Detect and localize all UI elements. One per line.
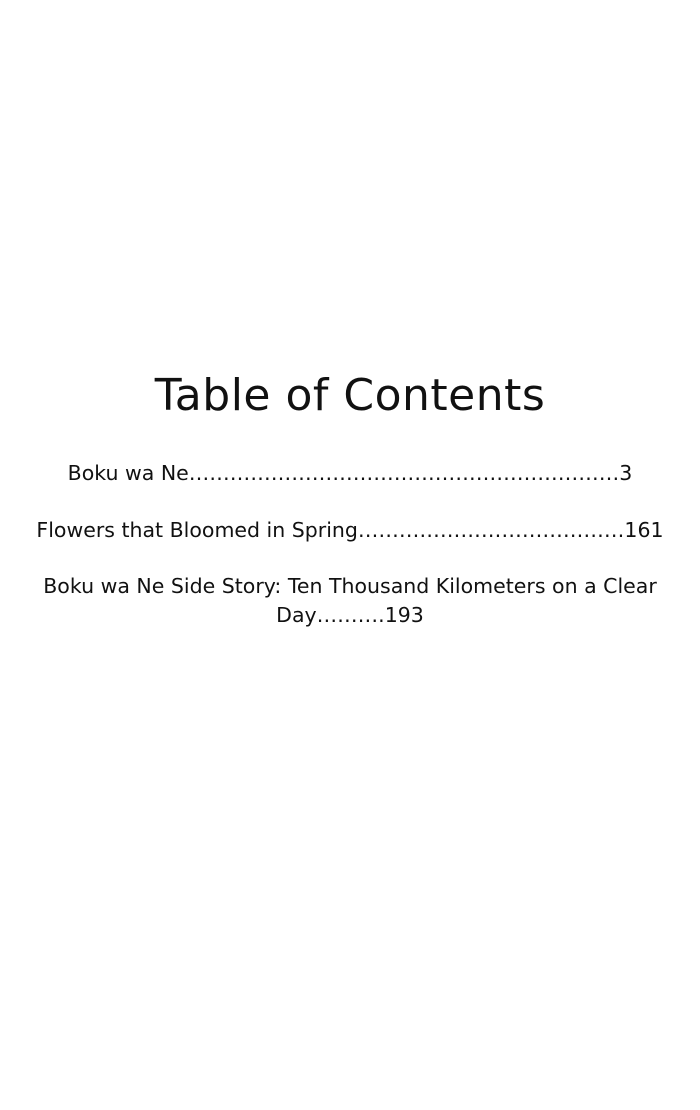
toc-entry-title: Flowers that Bloomed in Spring [36, 518, 358, 542]
toc-entry [0, 459, 700, 488]
toc-entry-line-2 [0, 601, 700, 630]
toc-entry-leader: ………. [316, 603, 385, 627]
toc-entry-title: Boku wa Ne Side Story: Ten Thousand Kilometers on a Clear [43, 574, 657, 598]
toc-entry-leader: ………………………………… [357, 518, 625, 542]
toc-entry-page: 161 [624, 518, 664, 542]
toc-entry-title: Boku wa Ne [67, 461, 189, 485]
toc-entry-page: 193 [384, 603, 424, 627]
toc-entry [0, 572, 700, 630]
toc-entry-page: 3 [619, 461, 633, 485]
toc-entry [0, 516, 700, 545]
toc-entry-title-continued: Day [276, 603, 317, 627]
page-title: Table of Contents [154, 370, 546, 421]
toc-entry-leader: ……………………………………………………… [188, 461, 620, 485]
